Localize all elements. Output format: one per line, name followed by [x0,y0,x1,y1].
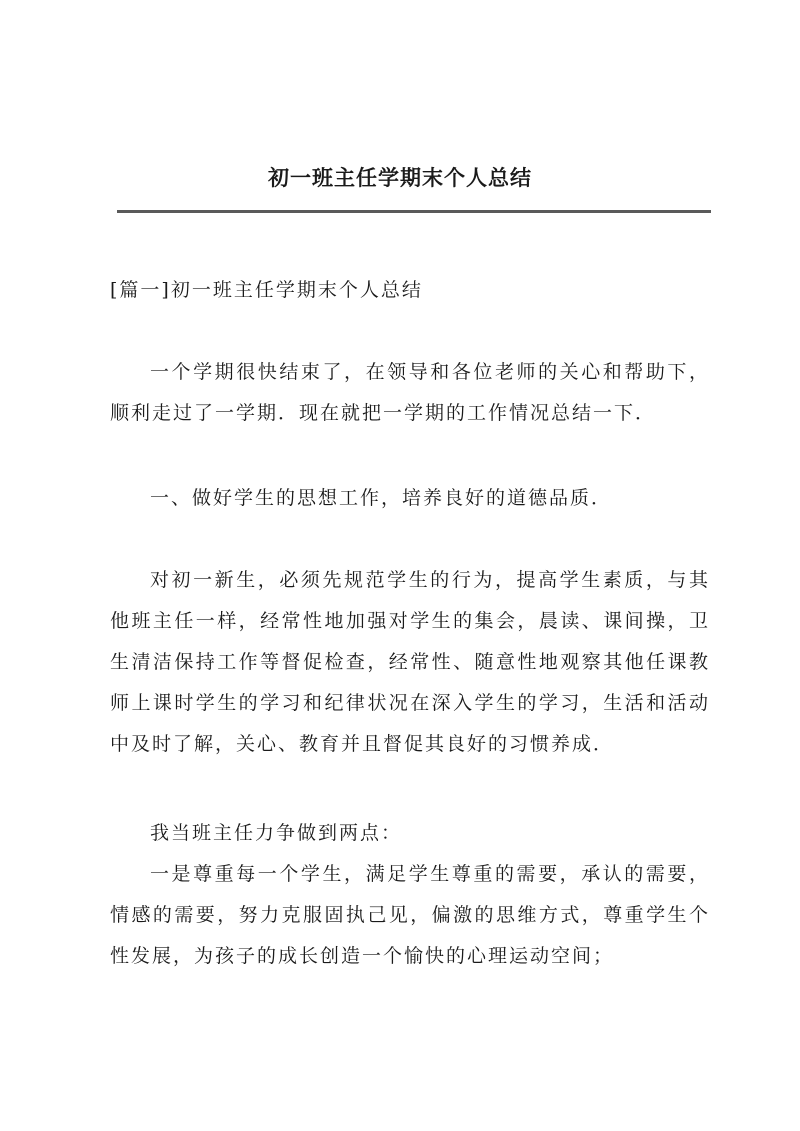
section-title: [篇一]初一班主任学期末个人总结 [110,279,423,301]
paragraph-two-points: 我当班主任力争做到两点： [150,822,403,844]
document-title: 初一班主任学期末个人总结 [268,165,532,190]
title-divider [117,210,711,213]
paragraph-intro: 一个学期很快结束了，在领导和各位老师的关心和帮助下，顺利走过了一学期．现在就把一学期的工作情况总结一下． [110,361,710,424]
paragraph-heading-one: 一、做好学生的思想工作，培养良好的道德品质． [150,487,613,509]
paragraph-respect: 一是尊重每一个学生，满足学生尊重的需要，承认的需要，情感的需要，努力克服固执己见，偏激的思维方式，尊重学生个性发展，为孩子的成长创造一个愉快的心理运动空间； [110,863,710,967]
paragraph-group-two-points [110,813,710,977]
paragraph-behavior: 对初一新生，必须先规范学生的行为，提高学生素质，与其他班主任一样，经常性地加强对学生的集会，晨读、课间操，卫生清洁保持工作等督促检查，经常性、随意性地观察其他任课教师上课时学生的学习和纪律状况在深入学生的学习，生活和活动中及时了解，关心、教育并且督促其良好的习惯养成． [110,569,710,755]
